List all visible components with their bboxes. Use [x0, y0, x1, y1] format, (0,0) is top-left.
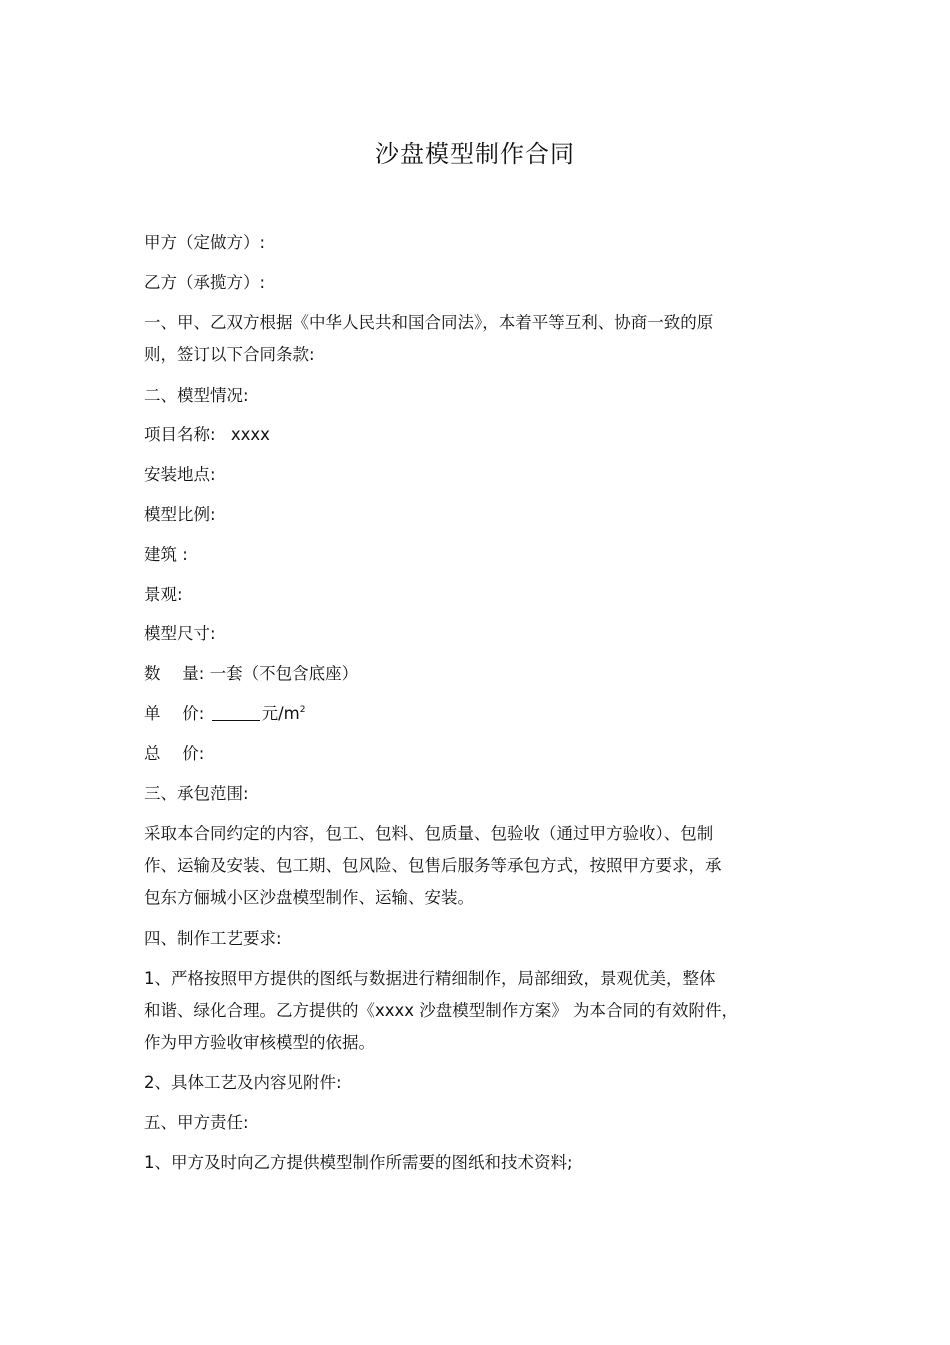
party-a-line: 甲方（定做方）:	[144, 233, 266, 252]
unit-price-label: 单 价:	[144, 704, 205, 723]
section4-item2: 2、具体工艺及内容见附件:	[144, 1073, 342, 1092]
unit-price-sup: 2	[299, 705, 306, 715]
model-scale-line: 模型比例:	[144, 505, 216, 524]
section3-line2: 作、运输及安装、包工期、包风险、包售后服务等承包方式，按照甲方要求，承	[144, 856, 722, 875]
section4-item1-line1: 1、严格按照甲方提供的图纸与数据进行精细制作，局部细致，景观优美，整体	[144, 969, 716, 988]
model-size-line: 模型尺寸:	[144, 624, 216, 643]
project-name-label: 项目名称:	[144, 425, 216, 444]
clause1-line1: 一、甲、乙双方根据《中华人民共和国合同法》，本着平等互利、协商一致的原	[144, 313, 714, 332]
unit-price-unit: 元/m	[261, 704, 300, 723]
section4-item1-line2: 和谐、绿化合理。乙方提供的《xxxx 沙盘模型制作方案》 为本合同的有效附件，	[144, 1001, 739, 1020]
project-name-value: xxxx	[230, 425, 270, 444]
section4-item1-line3: 作为甲方验收审核模型的依据。	[144, 1033, 375, 1052]
unit-price-blank	[212, 704, 260, 721]
building-line: 建筑 :	[144, 545, 188, 564]
section3-line1: 采取本合同约定的内容，包工、包料、包质量、包验收（通过甲方验收）、包制	[144, 824, 714, 843]
document-title: 沙盘模型制作合同	[375, 140, 575, 168]
landscape-line: 景观:	[144, 585, 183, 604]
project-name-line	[144, 425, 270, 445]
party-b-line: 乙方（承揽方）:	[144, 273, 266, 292]
section3-line3: 包东方俪城小区沙盘模型制作、运输、安装。	[144, 888, 474, 907]
section5-heading: 五、甲方责任:	[144, 1113, 249, 1132]
quantity-label: 数 量:	[144, 664, 205, 683]
section4-heading: 四、制作工艺要求:	[144, 929, 282, 948]
quantity-line	[144, 664, 358, 684]
total-price-line: 总 价:	[144, 744, 205, 763]
section3-heading: 三、承包范围:	[144, 784, 249, 803]
install-location-line: 安装地点:	[144, 465, 216, 484]
quantity-value: 一套（不包含底座）	[209, 664, 359, 683]
section5-item1: 1、甲方及时向乙方提供模型制作所需要的图纸和技术资料;	[144, 1153, 573, 1172]
clause1-line2: 则，签订以下合同条款:	[144, 345, 315, 364]
unit-price-line	[144, 704, 305, 724]
section2-heading: 二、模型情况:	[144, 386, 249, 405]
